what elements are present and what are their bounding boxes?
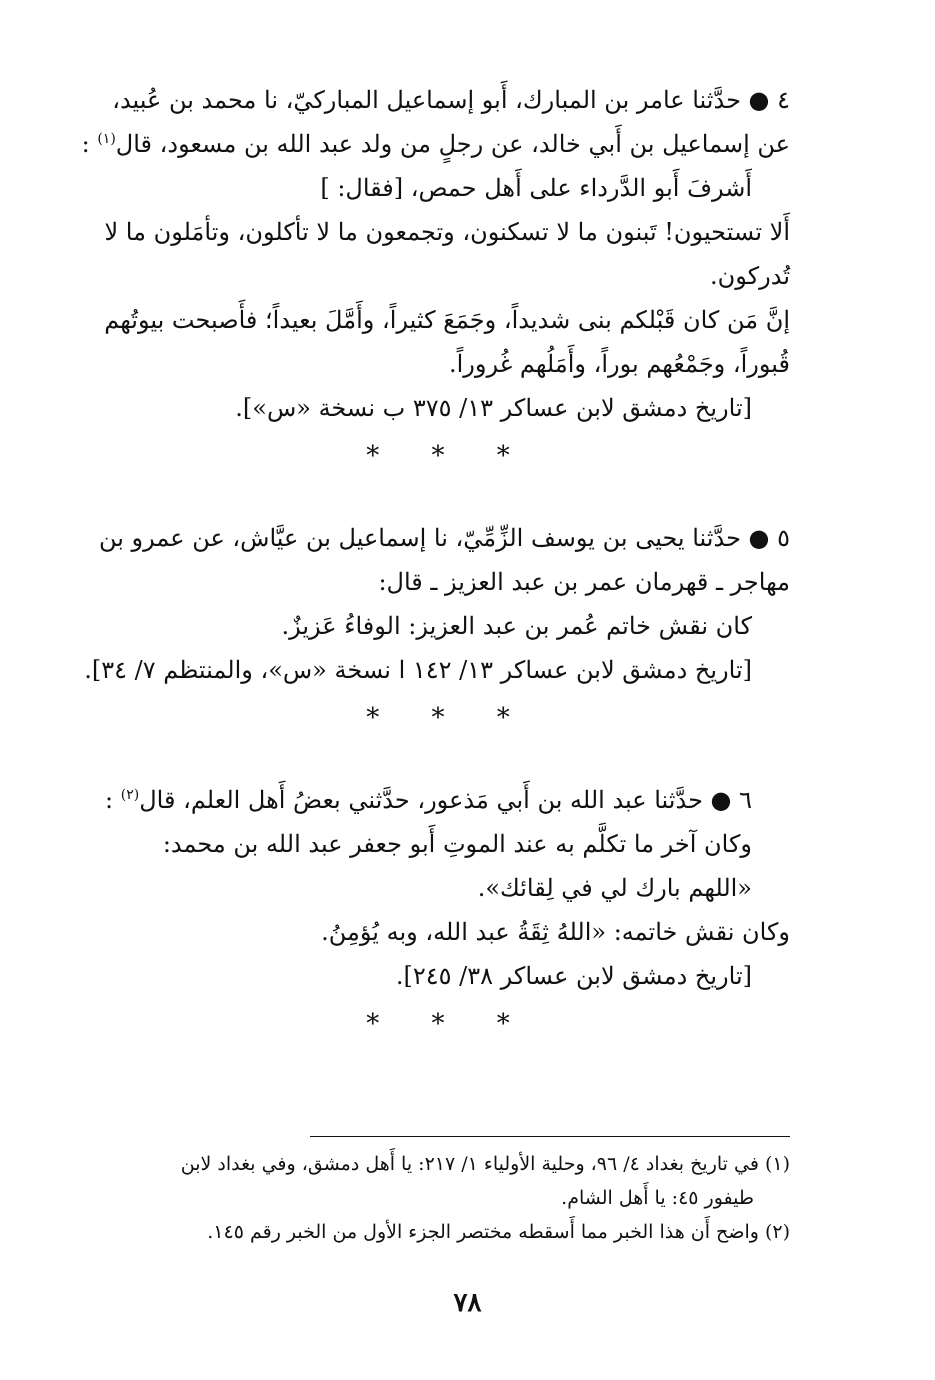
entry-5-source: [تاريخ دمشق لابن عساكر ١٣/ ١٤٢ ا نسخة «س»، والمنتظم ٧/ ٣٤]. [84, 656, 752, 684]
entry-4-line-4: أَلا تستحيون! تَبنون ما لا تسكنون، وتجمعون ما لا تأكلون، وتأمَلون ما لا [104, 218, 790, 246]
entry-6-line-3: «اللهم بارك لي في لِقائك». [477, 874, 752, 902]
entry-6-source: [تاريخ دمشق لابن عساكر ٣٨/ ٢٤٥]. [395, 962, 752, 990]
entry-5-line-3: كان نقش خاتم عُمر بن عبد العزيز: الوفاءُ عَزيزٌ. [281, 612, 752, 640]
page-body [78, 78, 790, 1044]
entry-4-line-2-tail: : [81, 130, 98, 158]
footnote-divider [310, 1136, 790, 1137]
footnote-1-continuation: طيفور ٤٥: يا أَهل الشام. [561, 1187, 754, 1209]
entry-4-line-7: قُبوراً، وجَمْعُهم بوراً، وأَمَلُهم غُروراً. [449, 350, 790, 378]
entry-4-line-1: ٤ ● حدَّثنا عامر بن المبارك، أَبو إسماعيل المباركيّ، نا محمد بن عُبيد، [112, 86, 790, 114]
entry-6-line-1-text: ٦ ● حدَّثنا عبد الله بن أَبي مَذعور، حدَّثني بعضُ أَهل العلم، قال [139, 786, 752, 814]
entry-5-line-1: ٥ ● حدَّثنا يحيى بن يوسف الزِّمِّيّ، نا إسماعيل بن عيَّاش، عن عمرو بن [98, 524, 790, 552]
spacer [78, 476, 790, 516]
entry-6-line-4: وكان نقش خاتمه: «اللهُ ثِقَةُ عبد الله، وبه يُؤمِنُ. [321, 918, 790, 946]
footnotes [78, 1136, 790, 1249]
footnote-2: (٢) واضح أَن هذا الخبر مما أَسقطه مختصر الجزء الأول من الخبر رقم ١٤٥. [207, 1221, 790, 1243]
section-separator-2: * * * [366, 703, 532, 733]
entry-4-line-2-text: عن إسماعيل بن أَبي خالد، عن رجلٍ من ولد عبد الله بن مسعود، قال [115, 130, 790, 158]
entry-4-line-3: أَشرفَ أَبو الدَّرداء على أَهل حمص، [فقال: ] [320, 174, 752, 202]
entry-5-line-2: مهاجر ـ قهرمان عمر بن عبد العزيز ـ قال: [378, 568, 790, 596]
entry-4-line-2 [78, 122, 790, 166]
entry-6-line-1 [78, 778, 790, 822]
entry-4-line-6: إنَّ مَن كان قَبْلكم بنى شديداً، وجَمَعَ كثيراً، وأَمَّلَ بعيداً؛ فأَصبحت بيوتُهم [104, 306, 790, 334]
entry-6-line-1-tail: : [105, 786, 121, 814]
section-separator-3: * * * [366, 1009, 532, 1039]
entry-4-line-5: تُدركون. [710, 262, 790, 290]
footnote-ref-2[interactable]: (٢) [120, 787, 140, 803]
entry-4 [78, 78, 790, 430]
section-separator-1: * * * [366, 441, 532, 471]
footnote-ref-1[interactable]: (١) [97, 131, 116, 147]
page-number: ٧٨ [453, 1288, 482, 1318]
entry-6-line-2: وكان آخر ما تكلَّم به عند الموتِ أَبو جعفر عبد الله بن محمد: [162, 830, 752, 858]
entry-6 [78, 778, 790, 998]
entry-4-source: [تاريخ دمشق لابن عساكر ١٣/ ٣٧٥ ب نسخة «س»]. [235, 394, 752, 422]
entry-5 [78, 516, 790, 692]
spacer [78, 738, 790, 778]
footnote-1: (١) في تاريخ بغداد ٤/ ٩٦، وحلية الأولياء ١/ ٢١٧: يا أَهل دمشق، وفي بغداد لابن [180, 1153, 790, 1175]
